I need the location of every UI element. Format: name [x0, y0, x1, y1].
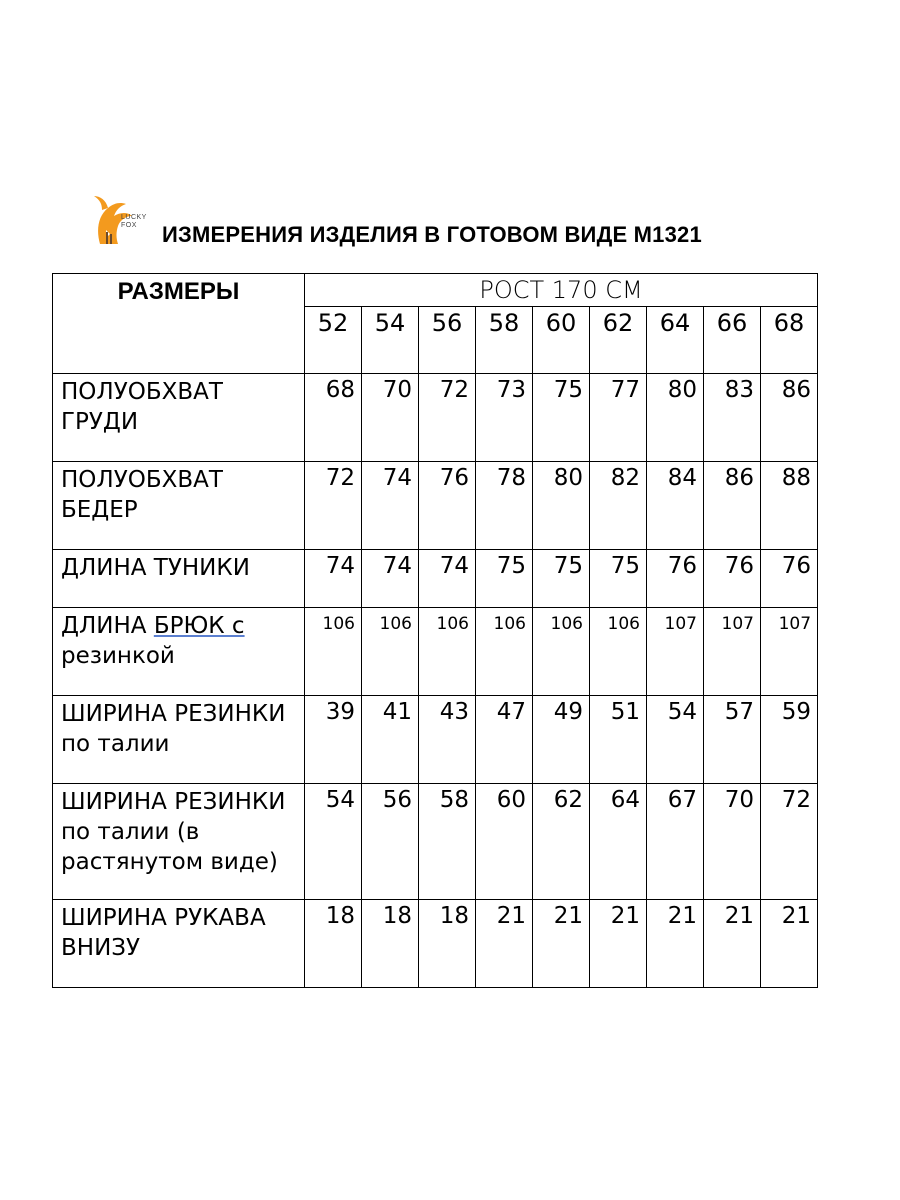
parameter-label-line: ВНИЗУ: [61, 935, 141, 961]
value-cell: 68: [305, 374, 362, 462]
value-cell: 75: [476, 550, 533, 608]
value-cell: 21: [704, 900, 761, 988]
value-cell: 106: [590, 608, 647, 696]
value-cell: 58: [419, 784, 476, 900]
value-cell: 77: [590, 374, 647, 462]
value-cell: 75: [533, 374, 590, 462]
value-cell: 75: [533, 550, 590, 608]
value-cell: 106: [305, 608, 362, 696]
parameter-label-line: по талии: [61, 731, 170, 757]
value-cell: 62: [533, 784, 590, 900]
parameter-label-line: ПОЛУОБХВАТ: [61, 467, 223, 493]
value-cell: 84: [647, 462, 704, 550]
size-header-cell: 60: [533, 307, 590, 374]
page-title: ИЗМЕРЕНИЯ ИЗДЕЛИЯ В ГОТОВОМ ВИДЕ М1321: [162, 222, 702, 247]
value-cell: 74: [305, 550, 362, 608]
parameter-label: [53, 608, 305, 696]
table-row: [53, 462, 818, 550]
value-cell: 21: [647, 900, 704, 988]
parameter-label: [53, 900, 305, 988]
value-cell: 86: [704, 462, 761, 550]
value-cell: 72: [305, 462, 362, 550]
parameter-label: [53, 784, 305, 900]
value-cell: 106: [362, 608, 419, 696]
value-cell: 76: [704, 550, 761, 608]
value-cell: 107: [647, 608, 704, 696]
value-cell: 56: [362, 784, 419, 900]
value-cell: 82: [590, 462, 647, 550]
value-cell: 76: [647, 550, 704, 608]
size-header-cell: 68: [761, 307, 818, 374]
size-label: РАЗМЕРЫ: [53, 274, 305, 374]
value-cell: 54: [647, 696, 704, 784]
parameter-label: [53, 374, 305, 462]
parameter-label-line: ШИРИНА РЕЗИНКИ: [61, 789, 286, 815]
size-header-cell: 62: [590, 307, 647, 374]
size-header-cell: 64: [647, 307, 704, 374]
size-header-cell: 58: [476, 307, 533, 374]
value-cell: 64: [590, 784, 647, 900]
value-cell: 76: [419, 462, 476, 550]
value-cell: 57: [704, 696, 761, 784]
value-cell: 18: [305, 900, 362, 988]
value-cell: 43: [419, 696, 476, 784]
logo-text: LUCKY FOX: [121, 214, 147, 229]
table-row: [53, 374, 818, 462]
size-header-cell: 56: [419, 307, 476, 374]
value-cell: 60: [476, 784, 533, 900]
value-cell: 107: [761, 608, 818, 696]
size-header-cell: 66: [704, 307, 761, 374]
value-cell: 72: [419, 374, 476, 462]
table-row: [53, 608, 818, 696]
table-row: [53, 900, 818, 988]
value-cell: 78: [476, 462, 533, 550]
size-header-cell: 54: [362, 307, 419, 374]
value-cell: 18: [362, 900, 419, 988]
value-cell: 75: [590, 550, 647, 608]
value-cell: 106: [533, 608, 590, 696]
value-cell: 41: [362, 696, 419, 784]
parameter-label: [53, 696, 305, 784]
value-cell: 21: [590, 900, 647, 988]
value-cell: 106: [476, 608, 533, 696]
value-cell: 21: [761, 900, 818, 988]
value-cell: 59: [761, 696, 818, 784]
value-cell: 47: [476, 696, 533, 784]
value-cell: 21: [476, 900, 533, 988]
value-cell: 49: [533, 696, 590, 784]
parameter-label-line: ШИРИНА РЕЗИНКИ: [61, 701, 286, 727]
value-cell: 70: [704, 784, 761, 900]
parameter-label-line: БЕДЕР: [61, 497, 138, 523]
value-cell: 73: [476, 374, 533, 462]
value-cell: 74: [362, 550, 419, 608]
value-cell: 54: [305, 784, 362, 900]
value-cell: 18: [419, 900, 476, 988]
value-cell: 80: [647, 374, 704, 462]
value-cell: 80: [533, 462, 590, 550]
value-cell: 88: [761, 462, 818, 550]
parameter-label-line: по талии (в: [61, 819, 200, 845]
table-row: [53, 550, 818, 608]
table-row: [53, 784, 818, 900]
parameter-label: [53, 462, 305, 550]
size-chart-table: [52, 273, 818, 988]
parameter-label-line: ГРУДИ: [61, 409, 139, 435]
value-cell: 83: [704, 374, 761, 462]
table-row: [53, 696, 818, 784]
size-header-cell: 52: [305, 307, 362, 374]
parameter-label-line: ДЛИНА БРЮК с: [61, 613, 245, 639]
parameter-label-line: растянутом виде): [61, 849, 278, 875]
value-cell: 76: [761, 550, 818, 608]
value-cell: 21: [533, 900, 590, 988]
value-cell: 106: [419, 608, 476, 696]
value-cell: 70: [362, 374, 419, 462]
parameter-label-line: ДЛИНА ТУНИКИ: [61, 555, 250, 581]
header-row-height: [53, 274, 818, 307]
value-cell: 86: [761, 374, 818, 462]
value-cell: 51: [590, 696, 647, 784]
value-cell: 74: [419, 550, 476, 608]
value-cell: 74: [362, 462, 419, 550]
height-label: РОСТ 170 СМ: [305, 274, 818, 307]
parameter-label-line: ШИРИНА РУКАВА: [61, 905, 266, 931]
value-cell: 72: [761, 784, 818, 900]
value-cell: 107: [704, 608, 761, 696]
parameter-label-line: резинкой: [61, 643, 175, 669]
parameter-label-line: ПОЛУОБХВАТ: [61, 379, 223, 405]
parameter-label: [53, 550, 305, 608]
value-cell: 67: [647, 784, 704, 900]
value-cell: 39: [305, 696, 362, 784]
